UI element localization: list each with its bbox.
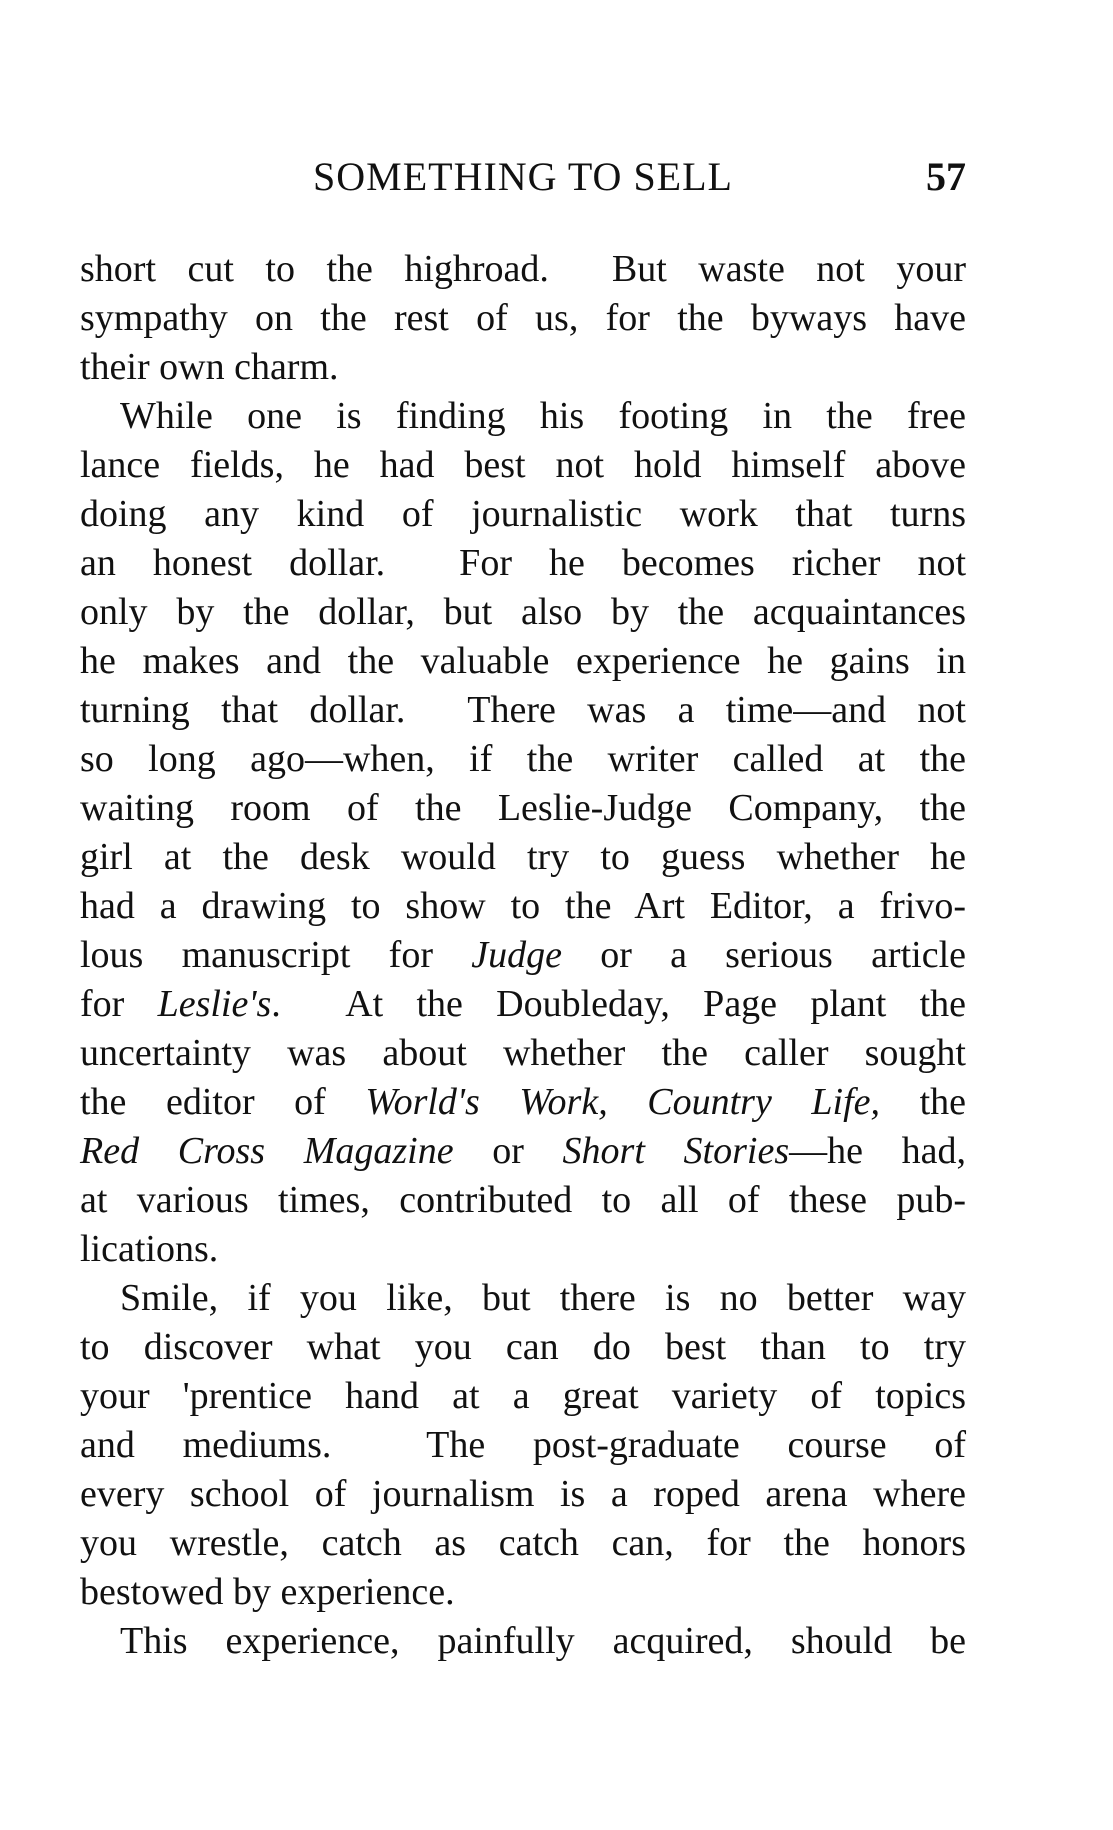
text-segment: had a drawing to show to the Art Editor, a frivo-	[80, 885, 966, 927]
text-line	[80, 1127, 966, 1176]
text-segment: or	[453, 1130, 563, 1172]
text-line	[80, 1176, 966, 1225]
text-segment: at various times, contributed to all of these pub-	[80, 1179, 966, 1221]
text-line	[80, 882, 966, 931]
text-segment: an honest dollar. For he becomes richer not	[80, 542, 966, 584]
text-segment: your 'prentice hand at a great variety of topics	[80, 1375, 966, 1417]
text-segment: This experience, painfully acquired, should be	[120, 1620, 966, 1662]
text-segment: for	[80, 983, 158, 1025]
text-line	[80, 392, 966, 441]
text-line	[80, 1078, 966, 1127]
text-line	[80, 1519, 966, 1568]
text-segment: every school of journalism is a roped arena where	[80, 1473, 966, 1515]
text-line	[80, 686, 966, 735]
text-segment: . At the Doubleday, Page plant the	[271, 983, 966, 1025]
text-line	[80, 833, 966, 882]
text-line	[80, 294, 966, 343]
italic-title: Short Stories	[562, 1130, 790, 1172]
text-segment: doing any kind of journalistic work that turns	[80, 493, 966, 535]
text-segment: or a serious article	[561, 934, 966, 976]
text-line	[80, 637, 966, 686]
text-segment: he makes and the valuable experience he gains in	[80, 640, 966, 682]
text-segment: bestowed by experience.	[80, 1571, 455, 1613]
text-segment: uncertainty was about whether the caller sought	[80, 1032, 966, 1074]
italic-title: Red Cross Magazine	[80, 1130, 454, 1172]
text-line	[80, 1568, 966, 1617]
text-line	[80, 441, 966, 490]
text-segment: short cut to the highroad. But waste not your	[80, 248, 966, 290]
italic-title: Judge	[471, 934, 562, 976]
text-segment: the	[880, 1081, 966, 1123]
text-line	[80, 1323, 966, 1372]
running-head	[80, 152, 966, 202]
text-segment: the editor of	[80, 1081, 366, 1123]
text-segment: Smile, if you like, but there is no better way	[120, 1277, 966, 1319]
italic-title: Leslie's	[157, 983, 272, 1025]
text-segment: sympathy on the rest of us, for the byways have	[80, 297, 966, 339]
body-text	[80, 245, 966, 1666]
text-segment: so long ago—when, if the writer called at the	[80, 738, 966, 780]
text-line	[80, 1029, 966, 1078]
text-line	[80, 1225, 966, 1274]
text-segment: their own charm.	[80, 346, 339, 388]
text-line	[80, 343, 966, 392]
text-line	[80, 588, 966, 637]
text-segment: lance fields, he had best not hold himself above	[80, 444, 966, 486]
text-line	[80, 1274, 966, 1323]
text-line	[80, 1421, 966, 1470]
text-segment: only by the dollar, but also by the acquaintances	[80, 591, 966, 633]
text-segment: —he had,	[789, 1130, 967, 1172]
text-segment: to discover what you can do best than to try	[80, 1326, 966, 1368]
text-segment: While one is finding his footing in the free	[120, 395, 966, 437]
text-segment: and mediums. The post-graduate course of	[80, 1424, 966, 1466]
text-line	[80, 490, 966, 539]
text-segment: waiting room of the Leslie-Judge Company, the	[80, 787, 966, 829]
running-title: SOMETHING TO SELL	[313, 154, 733, 199]
text-line	[80, 1372, 966, 1421]
text-line	[80, 980, 966, 1029]
text-segment: turning that dollar. There was a time—and not	[80, 689, 966, 731]
text-segment: lications.	[80, 1228, 219, 1270]
text-line	[80, 735, 966, 784]
page-number: 57	[926, 154, 966, 199]
text-segment: you wrestle, catch as catch can, for the honors	[80, 1522, 966, 1564]
italic-title: World's Work, Country Life,	[365, 1081, 881, 1123]
text-segment: lous manuscript for	[80, 934, 472, 976]
text-line	[80, 931, 966, 980]
text-line	[80, 539, 966, 588]
text-line	[80, 1470, 966, 1519]
text-line	[80, 1617, 966, 1666]
text-line	[80, 784, 966, 833]
text-line	[80, 245, 966, 294]
text-segment: girl at the desk would try to guess whether he	[80, 836, 966, 878]
